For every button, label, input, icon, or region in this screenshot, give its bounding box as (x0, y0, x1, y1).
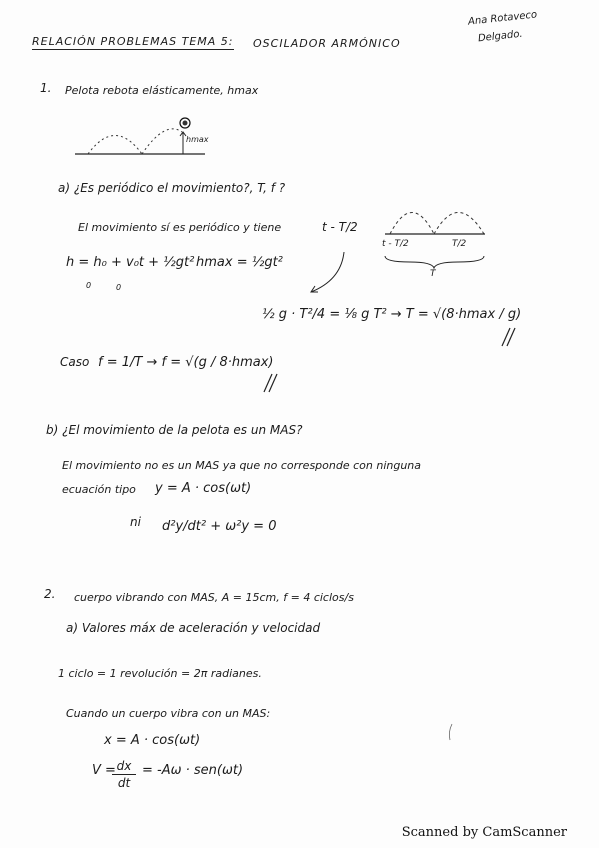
problem-2-statement: cuerpo vibrando con MAS, A = 15cm, f = 4 ciclos/s (74, 591, 354, 604)
pen-mark (446, 722, 456, 742)
equation-position: x = A · cos(ωt) (104, 733, 201, 748)
equation-differential: d²y/dt² + ω²y = 0 (162, 519, 277, 534)
result-mark-period (500, 320, 520, 350)
figure-left-label: t - T/2 (382, 239, 409, 249)
equation-hmax: hmax = ½gt² (196, 255, 283, 270)
author-name: Ana Rotaveco (467, 9, 538, 28)
half-period-label: t - T/2 (322, 220, 358, 234)
author-surname: Delgado. (477, 28, 524, 45)
scanner-watermark: Scanned by CamScanner (401, 825, 567, 840)
answer-1a-text: El movimiento sí es periódico y tiene (78, 221, 282, 234)
mas-intro: Cuando un cuerpo vibra con un MAS: (66, 707, 271, 720)
problem-1-statement: Pelota rebota elásticamente, hmax (65, 84, 259, 97)
velocity-rhs: = -Aω · sen(ωt) (142, 763, 244, 778)
answer-1b-line1: El movimiento no es un MAS ya que no corresponde con ninguna (62, 459, 422, 472)
figure-right-label: T/2 (452, 239, 467, 249)
velocity-lhs: V = (92, 763, 116, 778)
zero-v0: 0 (116, 283, 122, 292)
zero-h0: 0 (86, 281, 92, 290)
velocity-derivative: $\frac{dx}{dt}$ (112, 760, 136, 789)
question-2a: a) Valores máx de aceleración y velocidad (66, 621, 321, 635)
problem-2-number: 2. (44, 587, 56, 601)
page-title: RELACIÓN PROBLEMAS TEMA 5: (32, 35, 234, 48)
page-subtitle: OSCILADOR ARMÓNICO (253, 37, 401, 50)
ni-label: ni (130, 515, 141, 529)
problem-1-number: 1. (40, 81, 52, 95)
question-1a: a) ¿Es periódico el movimiento?, T, f ? (58, 181, 286, 195)
answer-1b-line2: ecuación tipo (62, 483, 136, 496)
equation-height: h = h₀ + v₀t + ½gt² (66, 255, 195, 270)
cycle-definition: 1 ciclo = 1 revolución = 2π radianes. (58, 667, 262, 680)
case-label: Caso (60, 355, 90, 369)
equation-frequency: f = 1/T → f = √(g / 8·hmax) (98, 355, 274, 370)
hmax-label: hmax (186, 135, 209, 144)
derivation-arrow (296, 250, 356, 300)
question-1b: b) ¿El movimiento de la pelota es un MAS? (46, 423, 303, 437)
period-figure (380, 196, 490, 276)
result-mark-frequency (262, 370, 282, 400)
equation-period: ½ g · T²/4 = ⅛ g T² → T = √(8·hmax / g) (262, 307, 522, 322)
equation-mas: y = A · cos(ωt) (155, 481, 252, 496)
figure-period-label: T (430, 269, 436, 279)
